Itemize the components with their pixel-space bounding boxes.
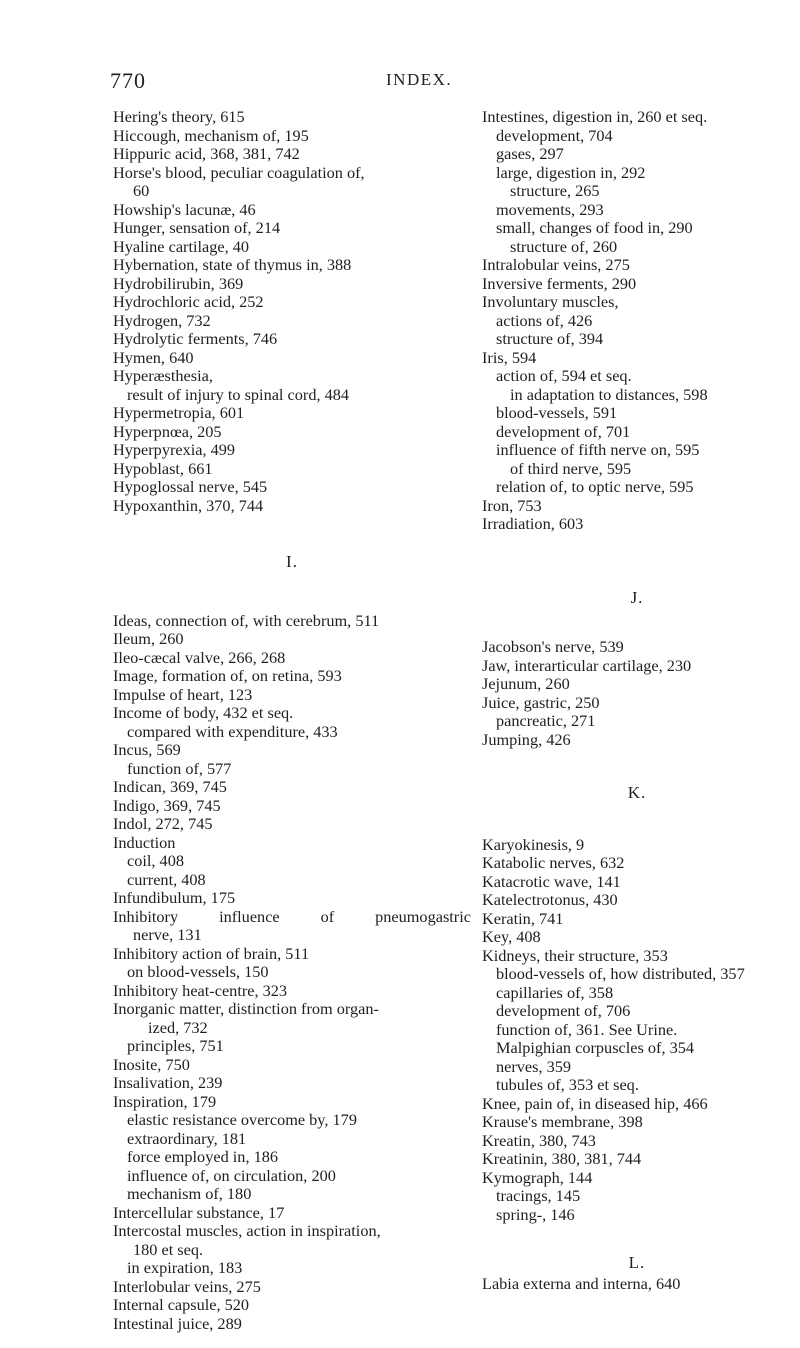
index-subentry: on blood-vessels, 150 xyxy=(127,962,269,981)
index-entry: Krause's membrane, 398 xyxy=(482,1112,643,1131)
index-subentry: action of, 594 et seq. xyxy=(496,366,632,385)
index-entry: Hymen, 640 xyxy=(113,347,194,367)
index-entry: Indol, 272, 745 xyxy=(113,814,213,833)
index-subentry: in expiration, 183 xyxy=(127,1258,243,1277)
index-entry: Insalivation, 239 xyxy=(113,1073,223,1092)
section-letter-k: K. xyxy=(627,783,647,802)
index-subentry: tracings, 145 xyxy=(496,1186,581,1205)
index-entry: Inorganic matter, distinction from organ- xyxy=(113,999,379,1018)
index-entry: Kidneys, their structure, 353 xyxy=(482,945,668,965)
index-subentry: capillaries of, 358 xyxy=(496,982,614,1002)
index-entry: Hering's theory, 615 xyxy=(113,107,245,126)
page-header xyxy=(110,68,710,98)
index-group-i-a xyxy=(113,612,471,908)
index-subentry: pancreatic, 271 xyxy=(496,711,596,730)
index-group-j xyxy=(482,638,792,749)
index-entry: Indican, 369, 745 xyxy=(113,777,227,796)
index-entry-inhibitory-influence xyxy=(113,908,471,927)
index-entry: Hypoxanthin, 370, 744 xyxy=(113,495,264,515)
index-subentry: movements, 293 xyxy=(496,199,604,219)
index-entry: Irradiation, 603 xyxy=(482,514,584,533)
index-subentry: blood-vessels of, how distributed, 357 xyxy=(496,964,745,983)
index-entry-continuation: ized, 732 xyxy=(148,1017,208,1037)
index-entry: Ileo-cæcal valve, 266, 268 xyxy=(113,647,286,667)
index-subentry: current, 408 xyxy=(127,869,206,889)
index-entry: Hippuric acid, 368, 381, 742 xyxy=(113,144,300,163)
index-entry: Intestinal juice, 289 xyxy=(113,1313,242,1333)
section-letter-l: L. xyxy=(628,1253,646,1272)
index-subentry: nerves, 359 xyxy=(496,1056,572,1076)
running-head: INDEX. xyxy=(386,70,453,89)
index-subentry: of third nerve, 595 xyxy=(510,458,632,478)
index-entry-continuation: nerve, 131 xyxy=(133,925,202,944)
index-subentry: tubules of, 353 et seq. xyxy=(496,1075,639,1094)
index-entry: Jumping, 426 xyxy=(482,729,571,749)
index-entry: Key, 408 xyxy=(482,927,541,946)
index-entry: Hydrolytic ferments, 746 xyxy=(113,329,278,348)
index-subentry: compared with expenditure, 433 xyxy=(127,721,338,741)
index-entry: Hunger, sensation of, 214 xyxy=(113,218,281,237)
index-entry: Interlobular veins, 275 xyxy=(113,1276,261,1296)
index-entry: Juice, gastric, 250 xyxy=(482,692,600,712)
index-entry: Hiccough, mechanism of, 195 xyxy=(113,125,309,145)
index-entry: Kymograph, 144 xyxy=(482,1167,593,1187)
index-entry: Inhibitory heat-centre, 323 xyxy=(113,980,288,1000)
section-letter-i: I. xyxy=(286,552,298,571)
index-entry: Horse's blood, peculiar coagulation of, xyxy=(113,162,365,182)
index-entry-continuation: 180 et seq. xyxy=(133,1239,204,1259)
index-subentry: coil, 408 xyxy=(127,851,184,870)
index-entry: Intercostal muscles, action in inspiration, xyxy=(113,1221,381,1240)
index-entry: Impulse of heart, 123 xyxy=(113,684,253,704)
index-entry: Internal capsule, 520 xyxy=(113,1295,250,1314)
index-subentry: force employed in, 186 xyxy=(127,1147,279,1166)
index-entry: Hyperæsthesia, xyxy=(113,366,213,385)
index-group-i-continued xyxy=(482,108,792,534)
index-group-i-b xyxy=(113,926,471,1333)
index-subentry: spring-, 146 xyxy=(496,1204,575,1224)
index-subentry: extraordinary, 181 xyxy=(127,1128,247,1148)
index-subentry: Malpighian corpuscles of, 354 xyxy=(496,1038,695,1057)
index-subentry: mechanism of, 180 xyxy=(127,1184,252,1203)
index-entry: Inhibitory action of brain, 511 xyxy=(113,943,310,963)
index-subentry: gases, 297 xyxy=(496,144,564,163)
index-entry: Image, formation of, on retina, 593 xyxy=(113,666,342,685)
index-subentry: development, 704 xyxy=(496,125,613,145)
index-subentry: structure of, 394 xyxy=(496,329,604,348)
index-entry: Kreatin, 380, 743 xyxy=(482,1130,596,1150)
index-entry: Ileum, 260 xyxy=(113,629,184,648)
index-entry: Knee, pain of, in diseased hip, 466 xyxy=(482,1093,708,1113)
index-group-l xyxy=(482,1275,792,1294)
index-group-h xyxy=(113,108,471,515)
index-entry: Iron, 753 xyxy=(482,495,542,515)
index-entry: Hyperpnœa, 205 xyxy=(113,421,222,441)
index-entry: Karyokinesis, 9 xyxy=(482,834,585,854)
index-subentry: structure, 265 xyxy=(510,181,600,200)
index-entry: Induction xyxy=(113,832,176,852)
index-entry: Katelectrotonus, 430 xyxy=(482,890,618,909)
index-entry: Income of body, 432 et seq. xyxy=(113,703,294,722)
index-entry: Incus, 569 xyxy=(113,740,181,759)
index-entry: Intercellular substance, 17 xyxy=(113,1202,285,1222)
index-entry: Keratin, 741 xyxy=(482,908,564,928)
index-subentry: blood-vessels, 591 xyxy=(496,403,618,422)
index-entry: Hydrogen, 732 xyxy=(113,310,211,330)
index-entry: Inosite, 750 xyxy=(113,1054,190,1074)
index-subentry: structure of, 260 xyxy=(510,236,618,256)
index-entry: Indigo, 369, 745 xyxy=(113,795,221,815)
index-entry: Hybernation, state of thymus in, 388 xyxy=(113,255,352,274)
section-letter-j: J. xyxy=(630,587,644,607)
index-entry: Hyaline cartilage, 40 xyxy=(113,236,250,256)
index-entry: Iris, 594 xyxy=(482,347,537,367)
index-entry: Inversive ferments, 290 xyxy=(482,273,637,293)
index-subentry: in adaptation to distances, 598 xyxy=(510,384,708,404)
index-entry: Infundibulum, 175 xyxy=(113,888,236,907)
index-group-k xyxy=(482,836,792,1225)
index-entry: Ideas, connection of, with cerebrum, 511 xyxy=(113,610,380,630)
index-entry: Howship's lacunæ, 46 xyxy=(113,199,256,219)
index-subentry: result of injury to spinal cord, 484 xyxy=(127,384,350,404)
index-entry: Hyperpyrexia, 499 xyxy=(113,440,236,459)
index-entry-continuation: 60 xyxy=(133,181,150,200)
index-entry: Inspiration, 179 xyxy=(113,1091,217,1111)
index-subentry: development of, 706 xyxy=(496,1001,631,1020)
index-subentry: small, changes of food in, 290 xyxy=(496,218,693,237)
index-subentry: large, digestion in, 292 xyxy=(496,162,646,182)
index-entry: Hypermetropia, 601 xyxy=(113,403,245,422)
index-column-left xyxy=(113,108,471,1333)
index-subentry: actions of, 426 xyxy=(496,310,593,330)
index-subentry: principles, 751 xyxy=(127,1036,224,1055)
index-entry: Hydrochloric acid, 252 xyxy=(113,292,264,311)
index-subentry: relation of, to optic nerve, 595 xyxy=(496,477,694,496)
index-entry: Hydrobilirubin, 369 xyxy=(113,273,244,293)
index-entry: Intralobular veins, 275 xyxy=(482,255,630,274)
index-subentry: influence of, on circulation, 200 xyxy=(127,1165,336,1185)
index-subentry: elastic resistance overcome by, 179 xyxy=(127,1110,357,1129)
index-entry: Hypoglossal nerve, 545 xyxy=(113,477,268,496)
justified-line: Inhibitory influence of pneumogastric xyxy=(113,906,471,926)
index-entry: Jacobson's nerve, 539 xyxy=(482,637,624,656)
index-entry: Katabolic nerves, 632 xyxy=(482,853,625,872)
index-entry: Jejunum, 260 xyxy=(482,674,570,693)
index-entry: Jaw, interarticular cartilage, 230 xyxy=(482,655,692,675)
index-entry: Involuntary muscles, xyxy=(482,292,619,311)
index-entry: Katacrotic wave, 141 xyxy=(482,871,621,891)
index-column-right xyxy=(482,108,792,1293)
index-entry: Kreatinin, 380, 381, 744 xyxy=(482,1149,642,1168)
index-subentry: development of, 701 xyxy=(496,421,631,441)
page-number: 770 xyxy=(110,68,146,93)
index-entry: Hypoblast, 661 xyxy=(113,458,213,478)
index-entry: Labia externa and interna, 640 xyxy=(482,1273,681,1293)
index-subentry: function of, 577 xyxy=(127,758,232,778)
index-entry: Intestines, digestion in, 260 et seq. xyxy=(482,107,708,126)
index-subentry: influence of fifth nerve on, 595 xyxy=(496,440,700,459)
index-subentry: function of, 361. See Urine. xyxy=(496,1019,678,1039)
